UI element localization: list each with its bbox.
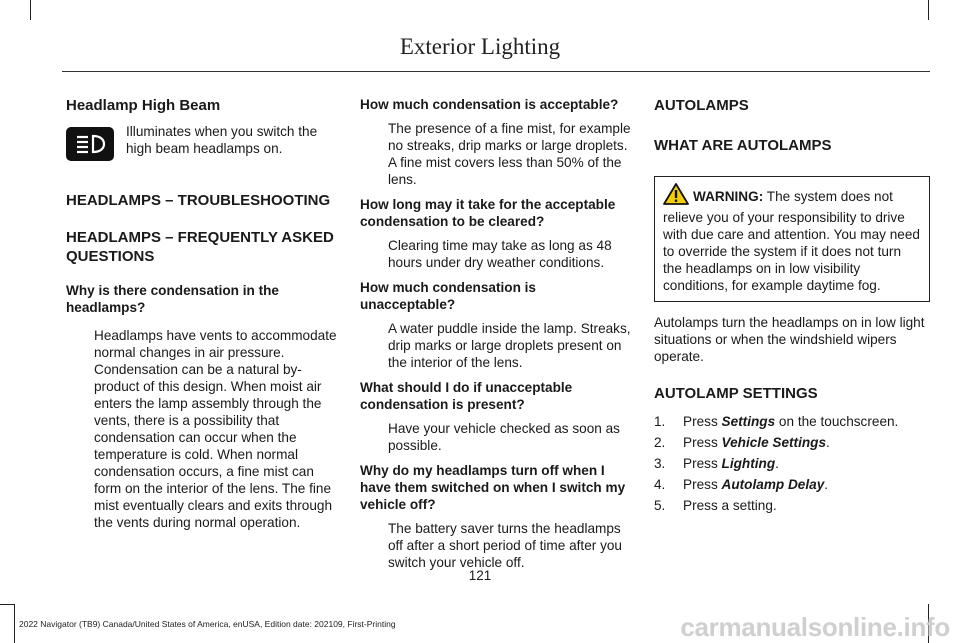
warning-triangle-icon bbox=[663, 183, 689, 209]
faq-question: How much condensation is acceptable? bbox=[360, 97, 619, 112]
watermark: carmanualsonline.info bbox=[680, 612, 950, 642]
warning-label: WARNING: bbox=[693, 189, 764, 204]
faq-answer: Have your vehicle checked as soon as possible. bbox=[388, 421, 620, 453]
step-item: 2. Press Vehicle Settings. bbox=[654, 435, 830, 450]
high-beam-icon bbox=[66, 127, 114, 161]
page-number: 121 bbox=[468, 568, 492, 583]
what-are-autolamps-heading: WHAT ARE AUTOLAMPS bbox=[654, 137, 832, 154]
step-item: 4. Press Autolamp Delay. bbox=[654, 477, 829, 492]
crop-mark bbox=[30, 0, 31, 20]
faq-answer: The presence of a fine mist, for example no streaks, drip marks or large droplets. A fine mist covers less than 50% of the lens. bbox=[388, 121, 631, 187]
autolamps-heading: AUTOLAMPS bbox=[654, 97, 749, 114]
settings-steps bbox=[654, 413, 930, 518]
autolamp-settings-heading: AUTOLAMP SETTINGS bbox=[654, 385, 818, 402]
faq-question: How much condensation is unacceptable? bbox=[360, 280, 536, 312]
edition-footer: 2022 Navigator (TB9) Canada/United States of America, enUSA, Edition date: 202109, First-Printing bbox=[19, 619, 396, 629]
faq-question: Why do my headlamps turn off when I have them switched on when I switch my vehicle off? bbox=[360, 463, 626, 512]
warning-text: The system does not relieve you of your responsibility to drive with due care and attention. You may need to override the system if it does not turn the headlamps on in low visibility conditions, for example daytime fog. bbox=[663, 189, 920, 293]
faq-question: How long may it take for the acceptable condensation to be cleared? bbox=[360, 197, 616, 229]
high-beam-row bbox=[66, 125, 338, 161]
faq-answer: Clearing time may take as long as 48 hours under dry weather conditions. bbox=[388, 238, 612, 270]
step-item: 5. Press a setting. bbox=[654, 498, 777, 513]
high-beam-heading: Headlamp High Beam bbox=[66, 97, 221, 114]
column-middle bbox=[360, 96, 632, 571]
crop-mark bbox=[14, 604, 15, 643]
faq-heading: HEADLAMPS – FREQUENTLY ASKED QUESTIONS bbox=[66, 229, 334, 265]
page-header-title: Exterior Lighting bbox=[399, 34, 561, 59]
faq-answer: A water puddle inside the lamp. Streaks, drip marks or large droplets present on the interior of the lens. bbox=[388, 321, 631, 370]
faq-answer: The battery saver turns the headlamps off after a short period of time after you switch your vehicle off. bbox=[388, 521, 622, 570]
warning-box bbox=[654, 176, 930, 302]
high-beam-description: Illuminates when you switch the high beam headlamps on. bbox=[126, 124, 318, 156]
header-divider bbox=[62, 71, 930, 72]
crop-mark bbox=[928, 0, 929, 20]
faq-answer: Headlamps have vents to accommodate normal changes in air pressure. Condensation can be a natural by-product of this design. When moist air enters the lamp assembly through the vents, there is a possibility that condensation can occur when the temperature is cold. When normal condensation occurs, a fine mist can form on the interior of the lens. The fine mist eventually clears and exits through the vents during normal operation. bbox=[94, 328, 337, 530]
column-right bbox=[654, 96, 930, 518]
autolamps-description: Autolamps turn the headlamps on in low light situations or when the windshield wipers operate. bbox=[654, 315, 925, 364]
crop-mark bbox=[0, 604, 14, 605]
faq-question: What should I do if unacceptable condensation is present? bbox=[360, 380, 573, 412]
step-item: 3. Press Lighting. bbox=[654, 456, 779, 471]
step-item: 1. Press Settings on the touchscreen. bbox=[654, 414, 899, 429]
faq-question: Why is there condensation in the headlamps? bbox=[66, 283, 279, 315]
troubleshooting-heading: HEADLAMPS – TROUBLESHOOTING bbox=[66, 192, 331, 209]
column-left bbox=[66, 96, 338, 531]
